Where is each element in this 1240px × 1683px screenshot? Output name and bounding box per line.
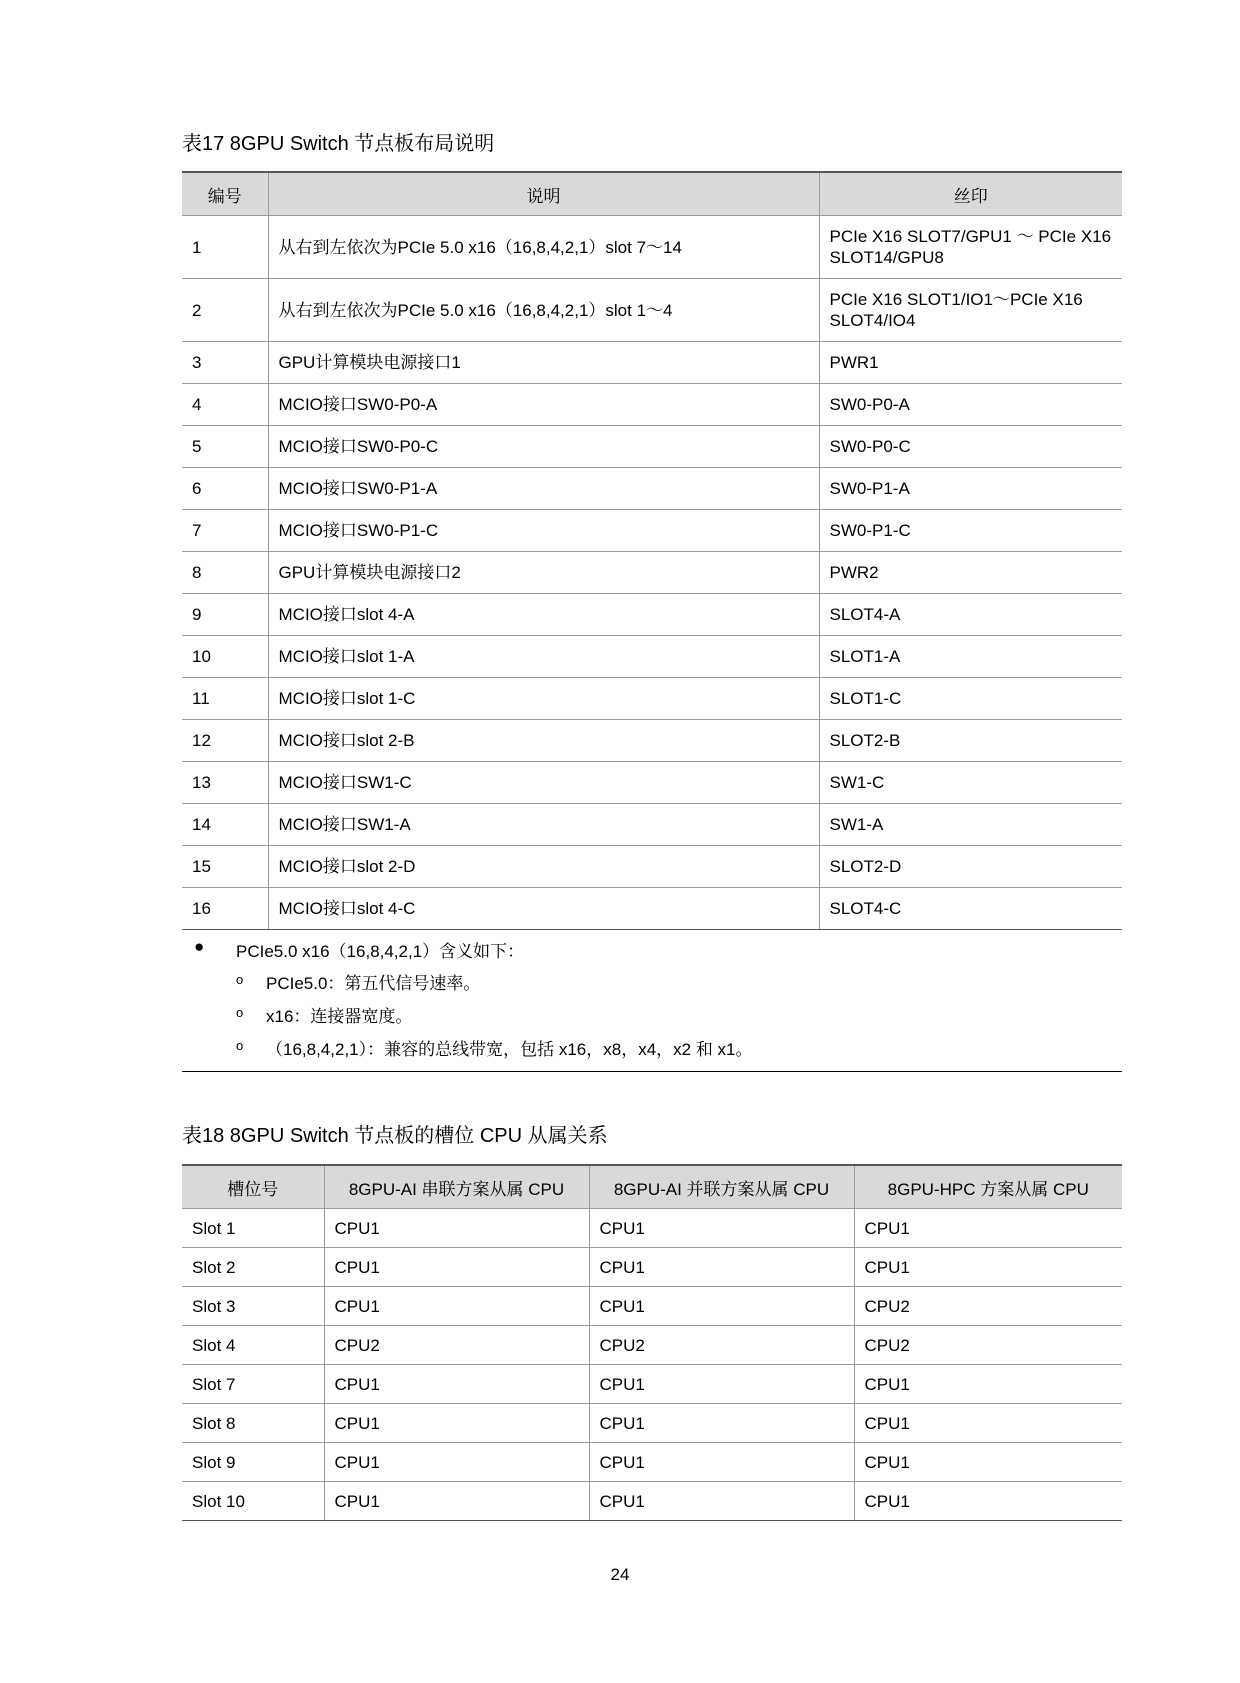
header-hpc: 8GPU-HPC 方案从属 CPU <box>854 1165 1122 1209</box>
cell-number: 11 <box>182 678 268 720</box>
table-row <box>182 804 1122 846</box>
table-row <box>182 1404 1122 1443</box>
cell-silkscreen: PWR1 <box>819 342 1122 384</box>
table-row <box>182 1248 1122 1287</box>
table-row <box>182 1209 1122 1248</box>
cell-cpu: CPU1 <box>589 1209 854 1248</box>
cell-slot: Slot 3 <box>182 1287 324 1326</box>
sub-bullet-icon: o <box>236 1005 244 1020</box>
cell-description: MCIO接口SW0-P0-C <box>268 426 819 468</box>
table-row <box>182 384 1122 426</box>
cell-silkscreen: SLOT4-C <box>819 888 1122 930</box>
cell-cpu: CPU1 <box>854 1482 1122 1521</box>
table-row <box>182 468 1122 510</box>
bullet-icon: ● <box>194 937 205 956</box>
cell-description: 从右到左依次为PCIe 5.0 x16（16,8,4,2,1）slot 7～14 <box>268 216 819 279</box>
table-row <box>182 720 1122 762</box>
cell-cpu: CPU1 <box>854 1248 1122 1287</box>
note-sub-item: PCIe5.0：第五代信号速率。 <box>266 974 481 993</box>
cell-description: MCIO接口SW1-C <box>268 762 819 804</box>
table-row <box>182 510 1122 552</box>
cell-cpu: CPU1 <box>324 1443 589 1482</box>
cell-cpu: CPU1 <box>324 1248 589 1287</box>
cell-description: MCIO接口slot 4-C <box>268 888 819 930</box>
table-row <box>182 426 1122 468</box>
table-row <box>182 846 1122 888</box>
cell-slot: Slot 2 <box>182 1248 324 1287</box>
table-row <box>182 636 1122 678</box>
header-ai-parallel: 8GPU-AI 并联方案从属 CPU <box>589 1165 854 1209</box>
table17-caption: 表17 8GPU Switch 节点板布局说明 <box>182 133 495 155</box>
cell-cpu: CPU2 <box>324 1326 589 1365</box>
note-sub-item: （16,8,4,2,1）：兼容的总线带宽，包括 x16，x8，x4，x2 和 x1。 <box>266 1040 753 1059</box>
cell-silkscreen: SW0-P1-A <box>819 468 1122 510</box>
cell-number: 6 <box>182 468 268 510</box>
cell-number: 2 <box>182 279 268 342</box>
cell-silkscreen: SW1-C <box>819 762 1122 804</box>
cell-slot: Slot 7 <box>182 1365 324 1404</box>
table-row <box>182 762 1122 804</box>
cell-cpu: CPU1 <box>854 1404 1122 1443</box>
table-row <box>182 279 1122 342</box>
cell-number: 5 <box>182 426 268 468</box>
cell-slot: Slot 1 <box>182 1209 324 1248</box>
cell-cpu: CPU1 <box>589 1482 854 1521</box>
cell-description: MCIO接口slot 2-D <box>268 846 819 888</box>
cell-slot: Slot 4 <box>182 1326 324 1365</box>
cell-silkscreen: SLOT2-B <box>819 720 1122 762</box>
cell-number: 1 <box>182 216 268 279</box>
cell-silkscreen: SW0-P0-A <box>819 384 1122 426</box>
table-row <box>182 552 1122 594</box>
cell-description: MCIO接口SW0-P1-A <box>268 468 819 510</box>
header-silkscreen: 丝印 <box>819 172 1122 216</box>
table-row <box>182 1287 1122 1326</box>
cell-cpu: CPU1 <box>324 1365 589 1404</box>
cell-slot: Slot 8 <box>182 1404 324 1443</box>
cell-cpu: CPU1 <box>324 1209 589 1248</box>
cell-number: 4 <box>182 384 268 426</box>
note-main: PCIe5.0 x16（16,8,4,2,1）含义如下： <box>236 942 525 961</box>
cell-number: 16 <box>182 888 268 930</box>
slot-cpu-table <box>182 1164 1122 1521</box>
cell-slot: Slot 10 <box>182 1482 324 1521</box>
cell-number: 7 <box>182 510 268 552</box>
cell-number: 10 <box>182 636 268 678</box>
cell-cpu: CPU1 <box>324 1404 589 1443</box>
cell-cpu: CPU1 <box>589 1365 854 1404</box>
cell-silkscreen: SW1-A <box>819 804 1122 846</box>
table18-caption: 表18 8GPU Switch 节点板的槽位 CPU 从属关系 <box>182 1125 608 1147</box>
table-row <box>182 1482 1122 1521</box>
table-header-row <box>182 172 1122 216</box>
cell-description: 从右到左依次为PCIe 5.0 x16（16,8,4,2,1）slot 1～4 <box>268 279 819 342</box>
cell-cpu: CPU1 <box>854 1209 1122 1248</box>
cell-description: GPU计算模块电源接口2 <box>268 552 819 594</box>
note-sub-item: x16：连接器宽度。 <box>266 1007 413 1026</box>
cell-cpu: CPU1 <box>324 1287 589 1326</box>
cell-silkscreen: PWR2 <box>819 552 1122 594</box>
cell-silkscreen: SW0-P1-C <box>819 510 1122 552</box>
table-row <box>182 888 1122 930</box>
cell-cpu: CPU1 <box>324 1482 589 1521</box>
table-row <box>182 1365 1122 1404</box>
cell-description: MCIO接口SW0-P0-A <box>268 384 819 426</box>
cell-cpu: CPU2 <box>854 1287 1122 1326</box>
cell-number: 15 <box>182 846 268 888</box>
cell-description: MCIO接口slot 4-A <box>268 594 819 636</box>
cell-silkscreen: SLOT1-A <box>819 636 1122 678</box>
cell-silkscreen: SLOT2-D <box>819 846 1122 888</box>
cell-cpu: CPU1 <box>589 1404 854 1443</box>
header-number: 编号 <box>182 172 268 216</box>
cell-number: 12 <box>182 720 268 762</box>
cell-silkscreen: SW0-P0-C <box>819 426 1122 468</box>
cell-slot: Slot 9 <box>182 1443 324 1482</box>
cell-cpu: CPU1 <box>854 1365 1122 1404</box>
cell-cpu: CPU1 <box>589 1287 854 1326</box>
table-row <box>182 594 1122 636</box>
sub-bullet-icon: o <box>236 972 244 987</box>
layout-table <box>182 171 1122 930</box>
cell-cpu: CPU1 <box>589 1248 854 1287</box>
cell-number: 13 <box>182 762 268 804</box>
cell-cpu: CPU1 <box>589 1443 854 1482</box>
cell-description: GPU计算模块电源接口1 <box>268 342 819 384</box>
cell-description: MCIO接口slot 1-A <box>268 636 819 678</box>
table-row <box>182 678 1122 720</box>
cell-number: 9 <box>182 594 268 636</box>
cell-silkscreen: SLOT1-C <box>819 678 1122 720</box>
header-description: 说明 <box>268 172 819 216</box>
cell-silkscreen: PCIe X16 SLOT7/GPU1 ～ PCIe X16 SLOT14/GPU8 <box>819 216 1122 279</box>
cell-silkscreen: SLOT4-A <box>819 594 1122 636</box>
cell-number: 8 <box>182 552 268 594</box>
cell-description: MCIO接口slot 2-B <box>268 720 819 762</box>
sub-bullet-icon: o <box>236 1038 244 1053</box>
cell-cpu: CPU2 <box>854 1326 1122 1365</box>
cell-description: MCIO接口SW1-A <box>268 804 819 846</box>
cell-silkscreen: PCIe X16 SLOT1/IO1～PCIe X16 SLOT4/IO4 <box>819 279 1122 342</box>
notes-section <box>182 937 1122 1072</box>
table-row <box>182 1443 1122 1482</box>
table-row <box>182 1326 1122 1365</box>
header-slot: 槽位号 <box>182 1165 324 1209</box>
page-number: 24 <box>610 1565 630 1584</box>
cell-cpu: CPU2 <box>589 1326 854 1365</box>
cell-number: 3 <box>182 342 268 384</box>
table-row <box>182 342 1122 384</box>
cell-description: MCIO接口SW0-P1-C <box>268 510 819 552</box>
cell-description: MCIO接口slot 1-C <box>268 678 819 720</box>
cell-cpu: CPU1 <box>854 1443 1122 1482</box>
table-header-row <box>182 1165 1122 1209</box>
cell-number: 14 <box>182 804 268 846</box>
header-ai-serial: 8GPU-AI 串联方案从属 CPU <box>324 1165 589 1209</box>
table-row <box>182 216 1122 279</box>
